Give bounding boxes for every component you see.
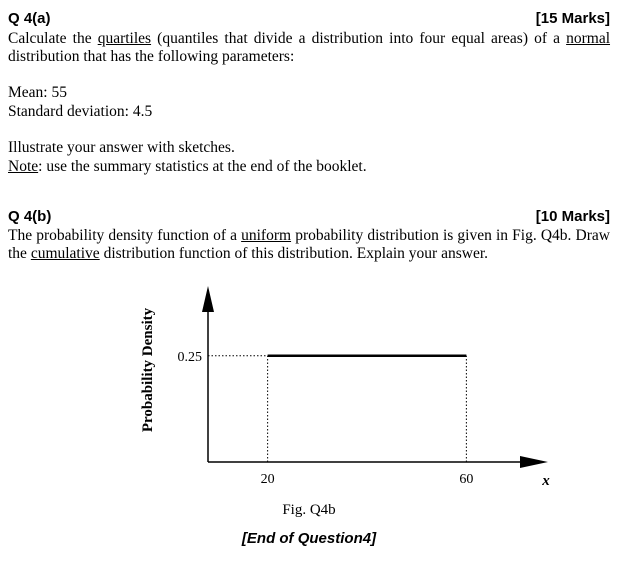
q4b-marks: [10 Marks] xyxy=(535,208,610,225)
q4a-text-part: Calculate the xyxy=(8,30,98,47)
q4b-text-part: probability distribution is given in Fig. Q4b. Draw the xyxy=(8,227,610,262)
note-label: Note xyxy=(8,158,39,175)
term-cumulative: cumulative xyxy=(30,245,100,262)
y-axis-label: Probability Density xyxy=(140,307,156,433)
figure-caption: Fig. Q4b xyxy=(282,502,336,518)
x-axis-arrow xyxy=(520,456,548,468)
q4a-marks: [15 Marks] xyxy=(535,10,610,27)
q4b-heading: Q 4(b) xyxy=(8,208,52,225)
q4a-heading: Q 4(a) xyxy=(8,10,51,27)
x-axis-label: x xyxy=(542,473,550,489)
y-axis-arrow xyxy=(202,286,214,312)
y-tick-label: 0.25 xyxy=(177,349,202,365)
sd-line: Standard deviation: 4.5 xyxy=(8,103,153,120)
term-quartiles: quartiles xyxy=(97,30,152,47)
note-text: : use the summary statistics at the end of the booklet. xyxy=(38,158,367,175)
illustrate-line: Illustrate your answer with sketches. xyxy=(8,139,235,156)
q4b-text-part: distribution function of this distribution. Explain your answer. xyxy=(99,245,489,262)
q4a-text-part: distribution that has the following parameters: xyxy=(8,48,295,65)
x-tick-label: 20 xyxy=(260,472,275,487)
q4b-text-part: The probability density function of a xyxy=(8,227,242,244)
q4a-text-part: (quantiles that divide a distribution into four equal areas) of a xyxy=(151,30,567,47)
x-tick-label: 60 xyxy=(459,472,474,487)
term-uniform: uniform xyxy=(241,227,292,244)
term-normal: normal xyxy=(566,30,611,47)
end-of-question: [End of Question4] xyxy=(241,530,377,547)
mean-line: Mean: 55 xyxy=(8,84,67,101)
